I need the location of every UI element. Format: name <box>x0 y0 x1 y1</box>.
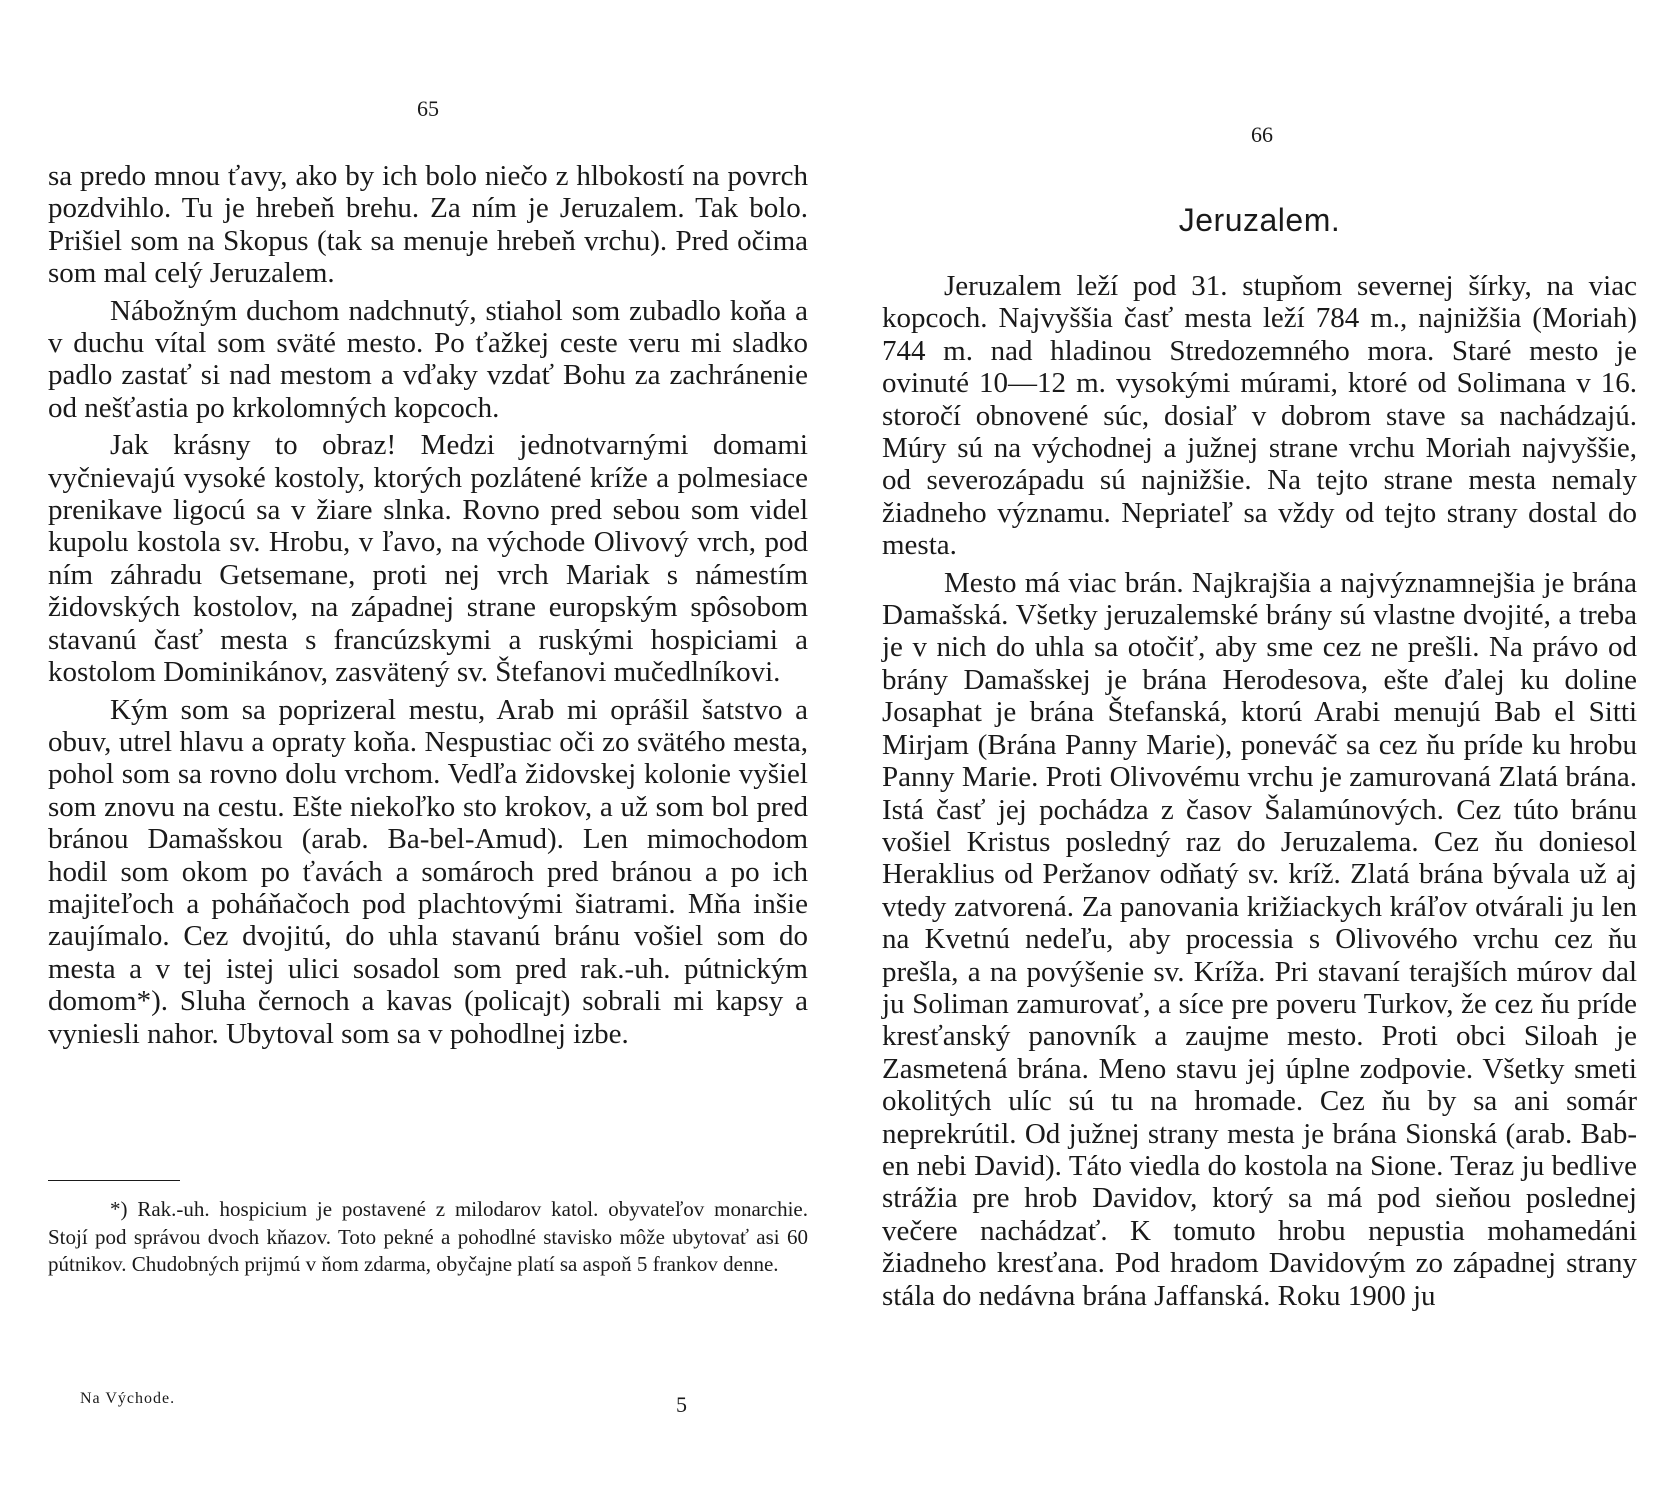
right-paragraph-1: Jeruzalem leží pod 31. stupňom severnej šírky, na viac kopcoch. Najvyššia časť mesta leží 784 m., najnižšia (Moriah) 744 m. nad hladinou Stredozemného mora. Staré mesto je ovinuté 10—12 m. vysokými múrami, ktoré od Solimana v 16. storočí obnovené súc, dosiaľ v dobrom stave sa nachádzajú. Múry sú na východnej a južnej strane vrchu Moriah najvyššie, od severozápadu sú najnižšie. Na tejto strane mesta nemaly žiadneho významu. Nepriateľ sa vždy od tejto strany dostal do mesta. <box>882 270 1637 562</box>
page-number-right: 66 <box>1251 122 1273 147</box>
footnote-text: *) Rak.-uh. hospicium je postavené z milodarov katol. obyvateľov monarchie. Stojí pod správou dvoch kňazov. Toto pekné a pohodlné stavisko môže ubytovať asi 60 pútnikov. Chudobných prijmú v ňom zdarma, obyčajne platí sa aspoň 5 frankov denne. <box>48 1197 808 1276</box>
page-number-left: 65 <box>417 96 439 121</box>
left-body-text <box>48 160 808 1055</box>
left-paragraph-1: sa predo mnou ťavy, ako by ich bolo niečo z hlbokostí na povrch pozdvihlo. Tu je hrebeň brehu. Za ním je Jeruzalem. Tak bolo. Prišiel som na Skopus (tak sa menuje hrebeň vrchu). Pred očima som mal celý Jeruzalem. <box>48 160 808 290</box>
left-paragraph-3: Jak krásny to obraz! Medzi jednotvarnými domami vyčnievajú vysoké kostoly, ktorých pozlátené kríže a polmesiace prenikave ligocú sa v žiare slnka. Rovno pred sebou som videl kupolu kostola sv. Hrobu, v ľavo, na východe Olivový vrch, pod ním záhradu Getsemane, proti nej vrch Mariak s námestím židovských kostolov, na západnej strane europským spôsobom stavanú časť mesta s francúzskymi a ruskými hospiciami a kostolom Dominikánov, zasvätený sv. Štefanovi mučedlníkovi. <box>48 429 808 689</box>
left-paragraph-2: Nábožným duchom nadchnutý, stiahol som zubadlo koňa a v duchu vítal som sväté mesto. Po ťažkej ceste veru mi sladko padlo zastať si nad mestom a vďaky vzdať Bohu za zachránenie od nešťastia po krkolomných kopcoch. <box>48 294 808 424</box>
signature-line: Na Východe. <box>80 1390 176 1407</box>
footnote-divider <box>48 1180 180 1181</box>
chapter-title: Jeruzalem. <box>1178 202 1341 238</box>
left-page <box>48 0 808 1500</box>
right-page <box>882 0 1637 1500</box>
right-paragraph-2: Mesto má viac brán. Najkrajšia a najvýznamnejšia je brána Damašská. Všetky jeruzalemské brány sú vlastne dvojité, a treba je v nich do uhla sa otočiť, aby sme cez ne prešli. Na právo od brány Damašskej je brána Herodesova, ešte ďalej ku doline Josaphat je brána Štefanská, ktorú Arabi menujú Bab el Sitti Mirjam (Brána Panny Marie), poneváč sa cez ňu príde ku hrobu Panny Marie. Proti Olivovému vrchu je zamurovaná Zlatá brána. Istá časť jej pochádza z časov Šalamúnových. Cez túto bránu vošiel Kristus posledný raz do Jeruzalema. Cez ňu doniesol Heraklius od Peržanov odňatý sv. kríž. Zlatá brána bývala už aj vtedy zatvorená. Za panovania križiackych kráľov otvárali ju len na Kvetnú nedeľu, aby processia s Olivového vrchu cez ňu prešla, a na povýšenie sv. Kríža. Pri stavaní terajších múrov dal ju Soliman zamurovať, a síce pre poveru Turkov, že cez ňu príde kresťanský panovník a zaujme mesto. Proti obci Siloah je Zasmetená brána. Meno stavu jej úplne zodpovie. Všetky smeti okolitých ulíc sú tu na hromade. Cez ňu by sa ani somár neprekrútil. Od južnej strany mesta je brána Sionská (arab. Bab-en nebi David). Táto viedla do kostola na Sione. Teraz ju bedlive strážia pre hrob Davidov, ktorý sa má pod sieňou poslednej večere nachádzať. K tomuto hrobu nepustia mohamedáni žiadneho kresťana. Pod hradom Davidovým zo západnej strany stála do nedávna brána Jaffanská. Roku 1900 ju <box>882 566 1637 1312</box>
sheet-number: 5 <box>676 1392 687 1417</box>
footnote <box>48 1196 808 1279</box>
left-paragraph-4: Kým som sa poprizeral mestu, Arab mi oprášil šatstvo a obuv, utrel hlavu a opraty koňa. Nespustiac oči zo svätého mesta, pohol som sa rovno dolu vrchom. Vedľa židovskej kolonie vyšiel som znovu na cestu. Ešte niekoľko sto krokov, a už som bol pred bránou Damašskou (arab. Ba-bel-Amud). Len mimochodom hodil som okom po ťavách a somároch pred bránou a po ich majiteľoch a poháňačoch pod plachtovými šiatrami. Mňa inšie zaujímalo. Cez dvojitú, do uhla stavanú bránu vošiel som do mesta a v tej istej ulici sosadol som pred rak.-uh. pútnickým domom*). Sluha černoch a kavas (policajt) sobrali mi kapsy a vyniesli nahor. Ubytoval som sa v pohodlnej izbe. <box>48 693 808 1050</box>
right-body-text <box>882 270 1637 1317</box>
